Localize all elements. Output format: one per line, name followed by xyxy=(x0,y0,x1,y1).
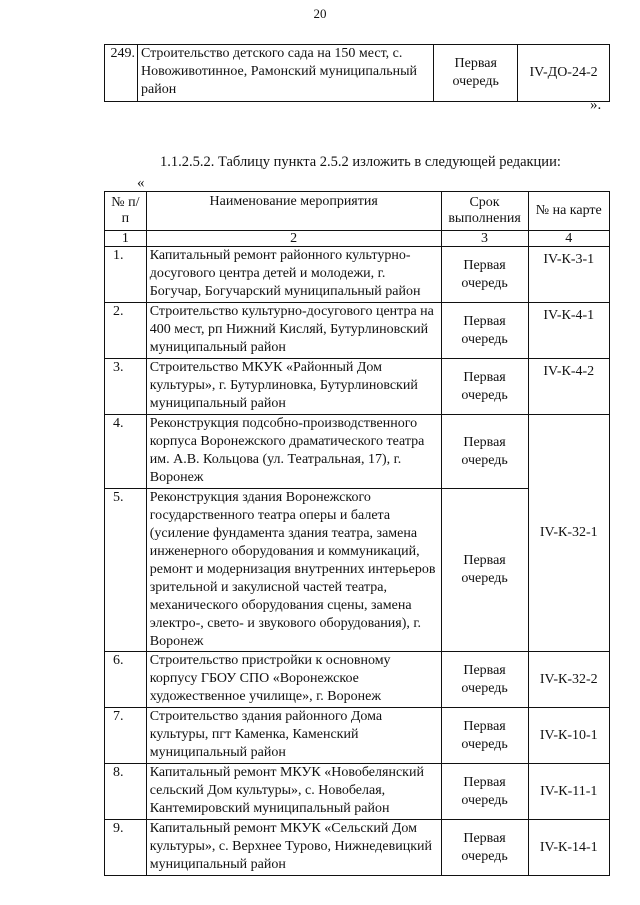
row-term: Первая очередь xyxy=(441,652,528,708)
table-row xyxy=(105,359,610,415)
previous-table xyxy=(104,44,610,102)
header-num: № п/п xyxy=(105,192,147,231)
col-number-4: 4 xyxy=(528,231,610,247)
header-term: Срок выполнения xyxy=(441,192,528,231)
row-term: Первая очередь xyxy=(441,820,528,876)
row-number: 5. xyxy=(105,489,147,652)
table-header-row xyxy=(105,192,610,231)
row-term: Первая очередь xyxy=(441,415,528,489)
table-row xyxy=(105,820,610,876)
row-term: Первая очередь xyxy=(441,303,528,359)
table-row xyxy=(105,303,610,359)
row-term: Первая очередь xyxy=(434,45,518,102)
row-term: Первая очередь xyxy=(441,708,528,764)
row-code: IV-К-32-1 xyxy=(528,415,610,652)
col-number-3: 3 xyxy=(441,231,528,247)
table-row xyxy=(105,708,610,764)
row-code: IV-К-4-1 xyxy=(528,303,610,359)
row-name: Строительство детского сада на 150 мест, с. Новоживотинное, Рамонский муниципальный район xyxy=(137,45,433,102)
page-number: 20 xyxy=(313,6,327,21)
row-code: IV-К-4-2 xyxy=(528,359,610,415)
row-number: 3. xyxy=(105,359,147,415)
row-number: 1. xyxy=(105,247,147,303)
column-numbers-row xyxy=(105,231,610,247)
row-term: Первая очередь xyxy=(441,764,528,820)
main-table xyxy=(104,191,610,876)
table-row xyxy=(105,45,610,102)
table-row xyxy=(105,247,610,303)
row-code: IV-К-11-1 xyxy=(528,764,610,820)
row-number: 6. xyxy=(105,652,147,708)
col-number-2: 2 xyxy=(146,231,441,247)
row-number: 4. xyxy=(105,415,147,489)
header-code: № на карте xyxy=(528,192,610,231)
closing-quote: ». xyxy=(590,97,602,113)
row-code: IV-ДО-24-2 xyxy=(518,45,610,102)
row-term: Первая очередь xyxy=(441,247,528,303)
row-name: Строительство здания районного Дома культуры, пгт Каменка, Каменский муниципальный район xyxy=(146,708,441,764)
row-number: 2. xyxy=(105,303,147,359)
col-number-1: 1 xyxy=(105,231,147,247)
row-code: IV-К-14-1 xyxy=(528,820,610,876)
row-name: Капитальный ремонт МКУК «Сельский Дом культуры», с. Верхнее Турово, Нижнедевицкий муниципальный район xyxy=(146,820,441,876)
row-number: 7. xyxy=(105,708,147,764)
row-code: IV-К-3-1 xyxy=(528,247,610,303)
row-code: IV-К-32-2 xyxy=(528,652,610,708)
row-name: Строительство пристройки к основному корпусу ГБОУ СПО «Воронежское художественное училище», г. Воронеж xyxy=(146,652,441,708)
row-name: Капитальный ремонт МКУК «Новобелянский сельский Дом культуры», с. Новобелая, Кантемировский муниципальный район xyxy=(146,764,441,820)
header-name: Наименование мероприятия xyxy=(146,192,441,231)
row-name: Капитальный ремонт районного культурно-досугового центра детей и молодежи, г. Богучар, Богучарский муниципальный район xyxy=(146,247,441,303)
table-row xyxy=(105,652,610,708)
row-name: Реконструкция подсобно-производственного корпуса Воронежского драматического театра им. А.В. Кольцова (ул. Театральная, 17), г. Воронеж xyxy=(146,415,441,489)
row-term: Первая очередь xyxy=(441,489,528,652)
row-number: 8. xyxy=(105,764,147,820)
row-number: 9. xyxy=(105,820,147,876)
row-name: Строительство культурно-досугового центра на 400 мест, рп Нижний Кисляй, Бутурлиновский муниципальный район xyxy=(146,303,441,359)
table-row xyxy=(105,764,610,820)
table-row xyxy=(105,415,610,489)
instruction-text: 1.1.2.5.2. Таблицу пункта 2.5.2 изложить в следующей редакции: xyxy=(160,154,561,170)
row-name: Строительство МКУК «Районный Дом культуры», г. Бутурлиновка, Бутурлиновский муниципальный район xyxy=(146,359,441,415)
row-name: Реконструкция здания Воронежского государственного театра оперы и балета (усиление фундамента здания театра, замена инженерного оборудования и коммуникаций, ремонт и модернизация внутренних интерьеров зрительной и закулисной частей театра, механического оборудования сцены, замена электро-, свето- и звукового оборудования), г. Воронеж xyxy=(146,489,441,652)
row-term: Первая очередь xyxy=(441,359,528,415)
opening-quote: « xyxy=(137,175,145,191)
row-code: IV-К-10-1 xyxy=(528,708,610,764)
row-number: 249. xyxy=(105,45,138,102)
